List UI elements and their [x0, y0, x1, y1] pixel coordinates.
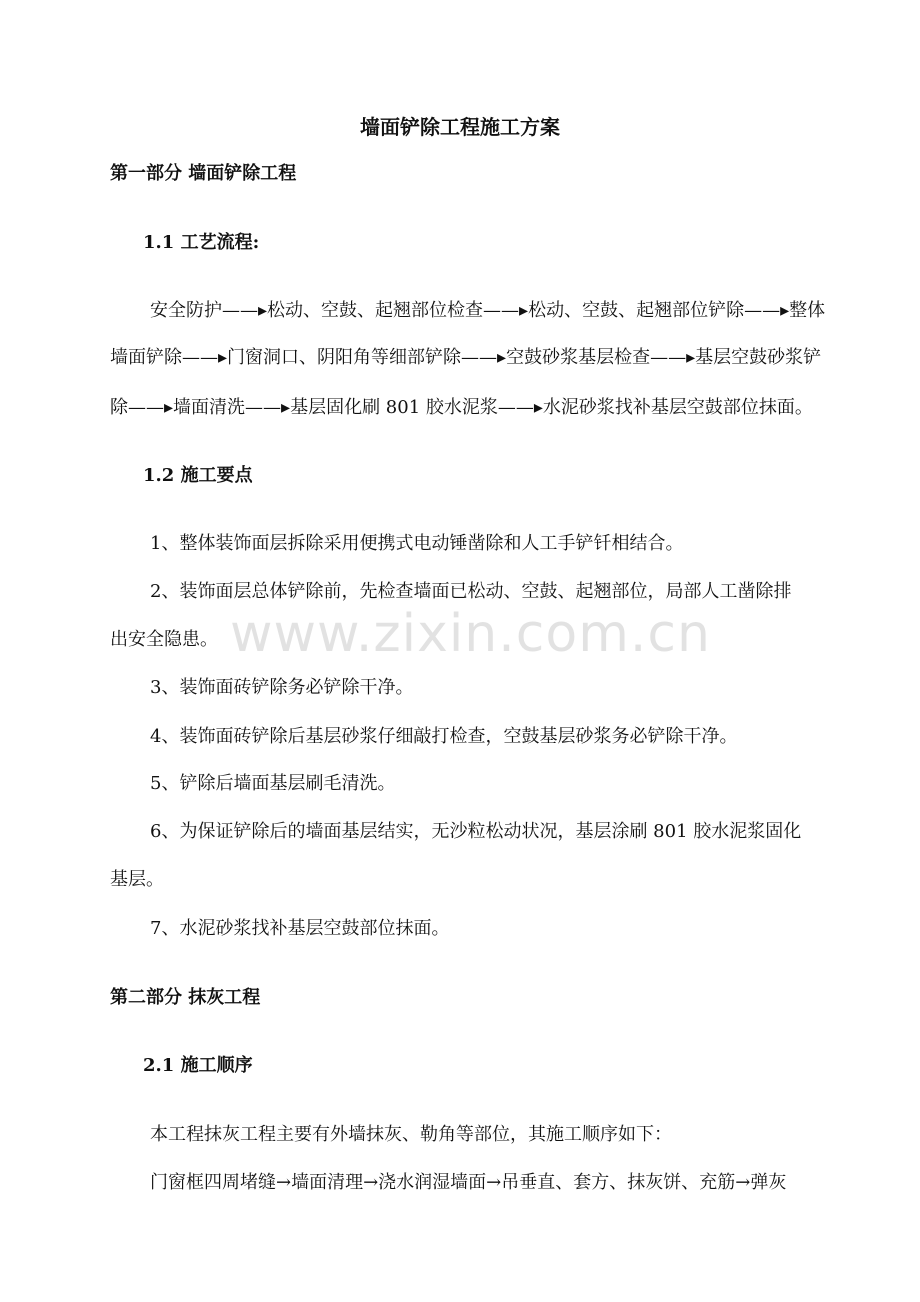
construction-point-item: 1、整体装饰面层拆除采用便携式电动锤凿除和人工手铲钎相结合。	[150, 533, 684, 554]
process-flow-line: 除——▸墙面清洗——▸基层固化刷 801 胶水泥浆——▸水泥砂浆找补基层空鼓部位抹面。	[110, 397, 813, 418]
sequence-line: 门窗框四周堵缝→墙面清理→浇水润湿墙面→吊垂直、套方、抹灰饼、充筋→弹灰	[150, 1172, 787, 1193]
construction-point-item: 出安全隐患。	[110, 629, 218, 650]
construction-point-item: 基层。	[110, 869, 164, 890]
part2-heading: 第二部分 抹灰工程	[110, 987, 261, 1008]
section-1-1-heading: 1.1 工艺流程:	[143, 232, 260, 253]
watermark: www.zixin.com.cn	[230, 604, 711, 664]
construction-point-item: 5、铲除后墙面基层刷毛清洗。	[150, 773, 396, 794]
process-flow-line: 墙面铲除——▸门窗洞口、阴阳角等细部铲除——▸空鼓砂浆基层检查——▸基层空鼓砂浆铲	[110, 347, 822, 368]
process-flow-line: 安全防护——▸松动、空鼓、起翘部位检查——▸松动、空鼓、起翘部位铲除——▸整体	[150, 300, 826, 321]
construction-point-item: 7、水泥砂浆找补基层空鼓部位抹面。	[150, 918, 450, 939]
construction-point-item: 6、为保证铲除后的墙面基层结实，无沙粒松动状况，基层涂刷 801 胶水泥浆固化	[150, 821, 802, 842]
section-2-1-heading: 2.1 施工顺序	[143, 1055, 253, 1076]
part1-heading: 第一部分 墙面铲除工程	[110, 163, 297, 184]
construction-point-item: 4、装饰面砖铲除后基层砂浆仔细敲打检查，空鼓基层砂浆务必铲除干净。	[150, 726, 738, 747]
sequence-line: 本工程抹灰工程主要有外墙抹灰、勒角等部位，其施工顺序如下：	[150, 1124, 672, 1145]
section-1-2-heading: 1.2 施工要点	[143, 465, 253, 486]
construction-point-item: 2、装饰面层总体铲除前，先检查墙面已松动、空鼓、起翘部位，局部人工凿除排	[150, 581, 792, 602]
construction-point-item: 3、装饰面砖铲除务必铲除干净。	[150, 677, 414, 698]
document-title: 墙面铲除工程施工方案	[360, 115, 560, 139]
